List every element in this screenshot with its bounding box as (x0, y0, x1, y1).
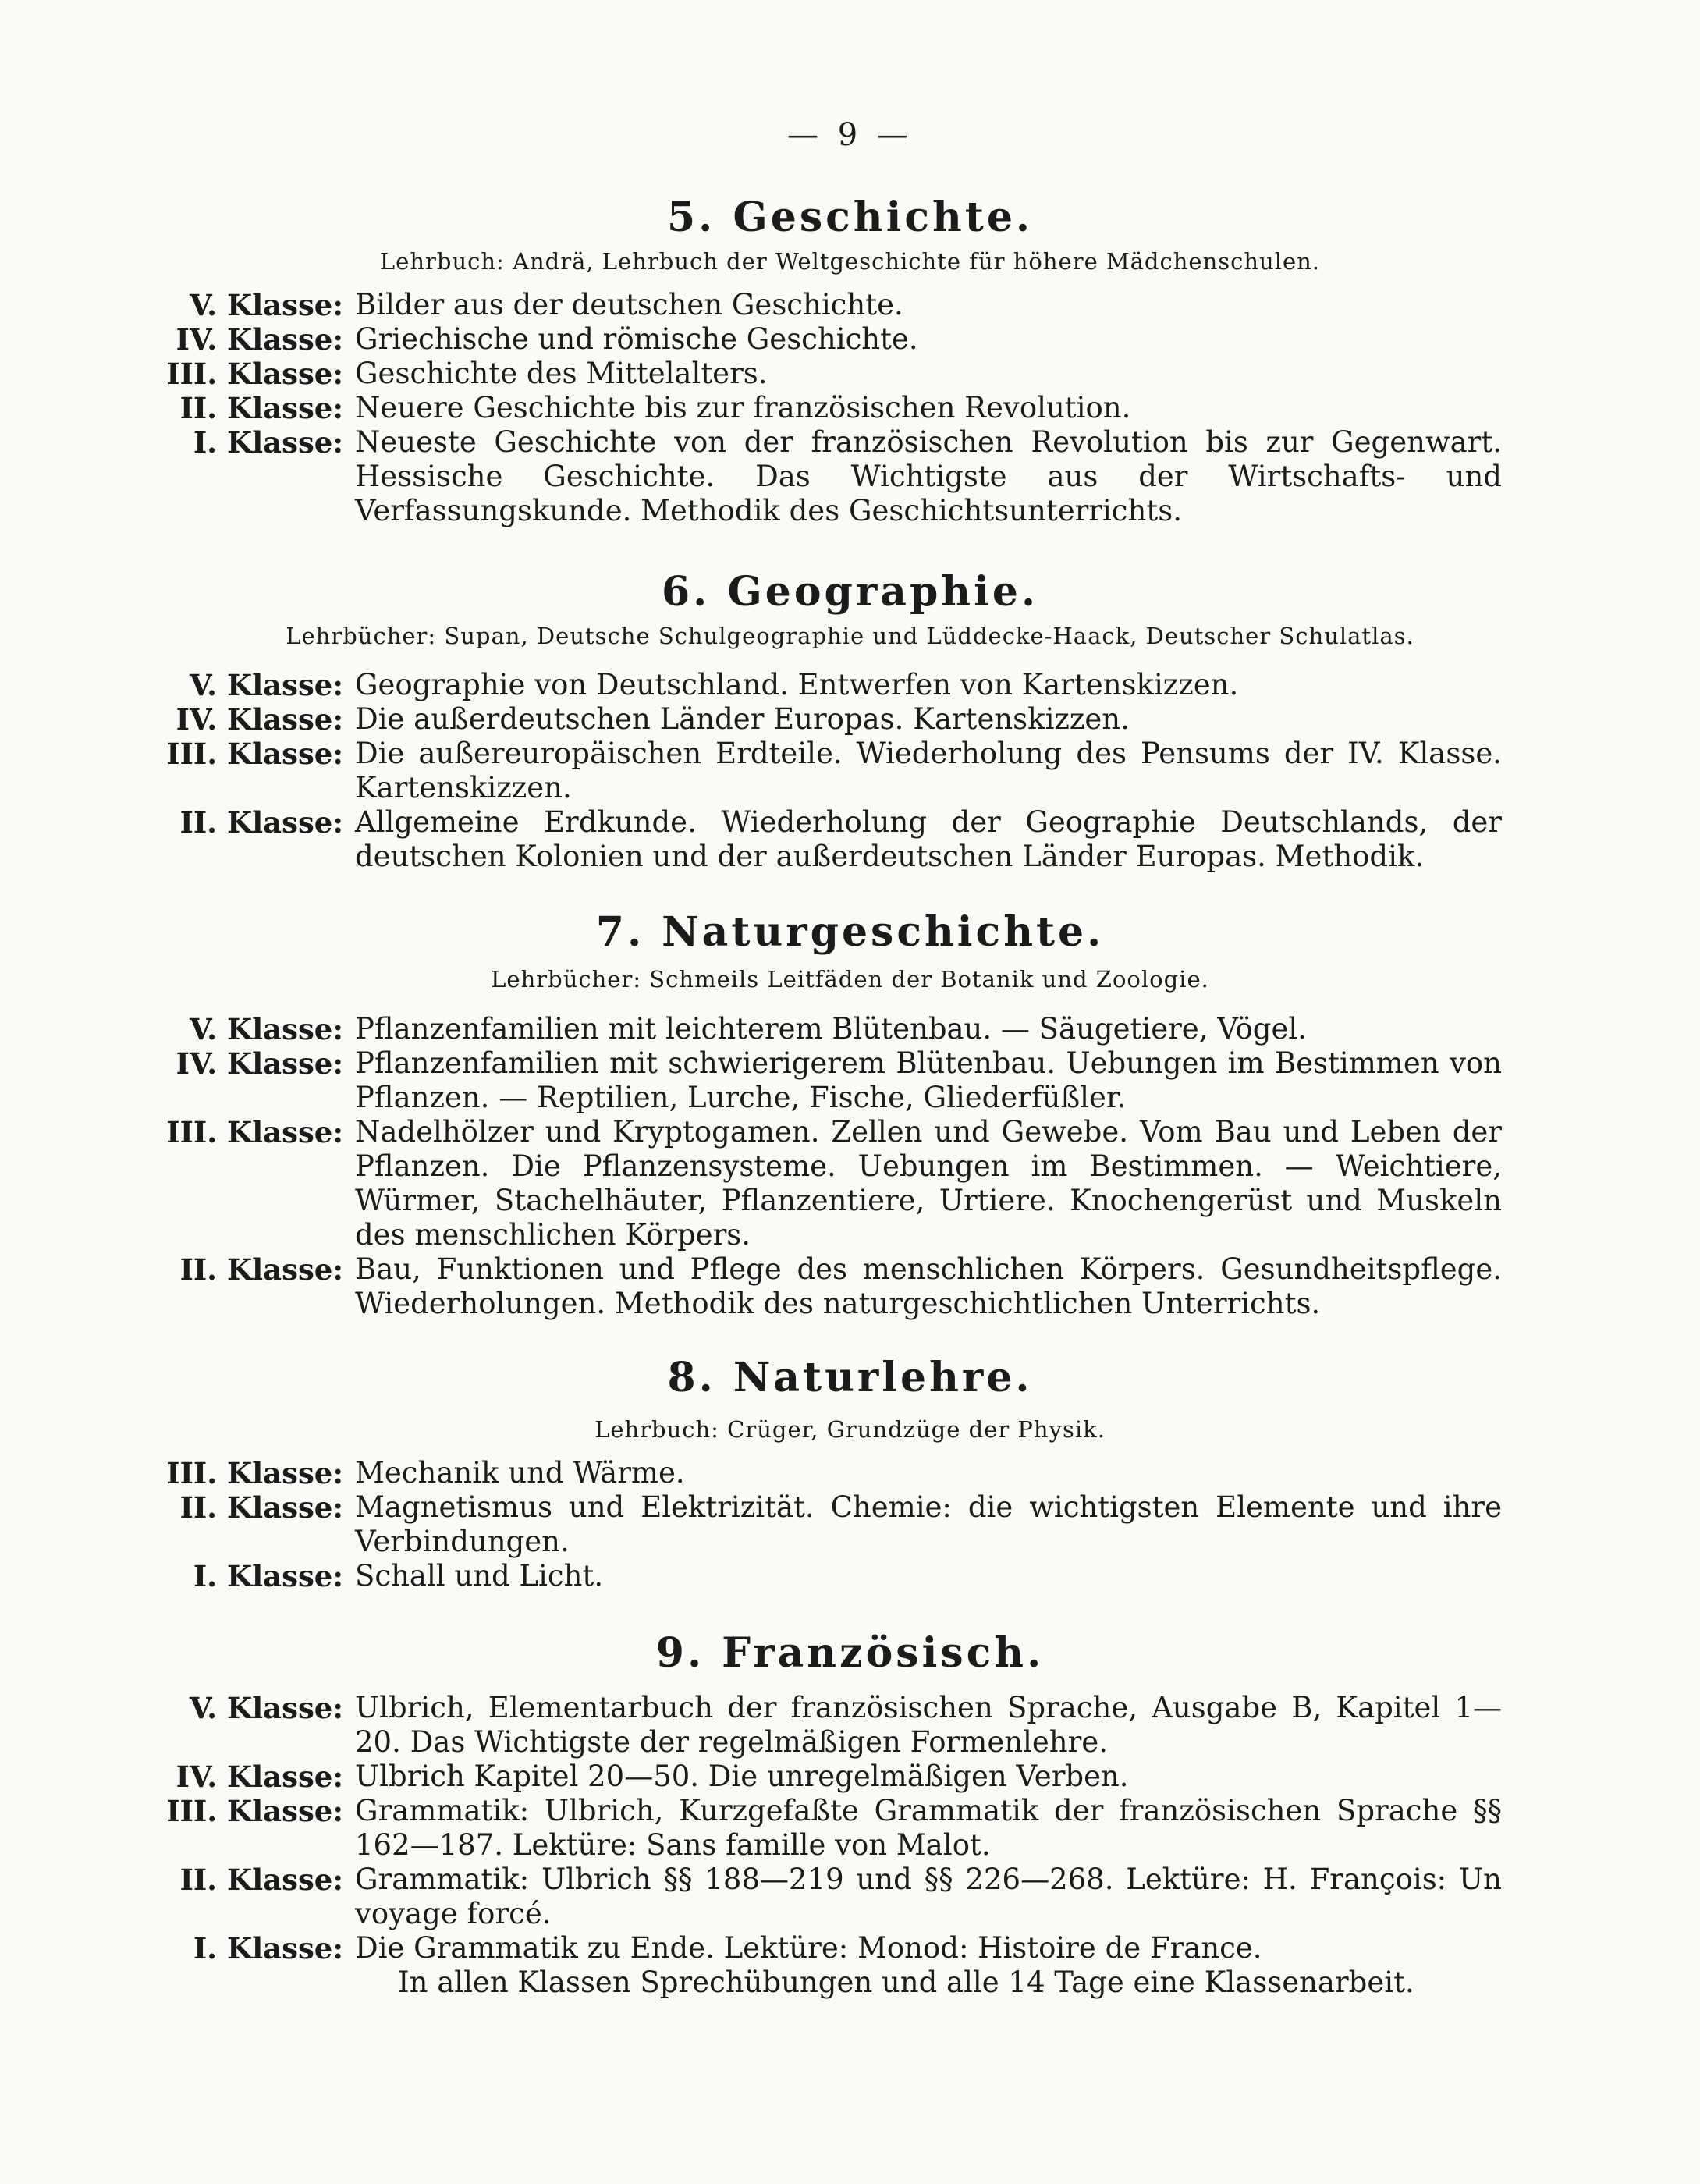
section-title-geschichte: 5. Geschichte. (666, 194, 1034, 241)
class-label: III. Klasse: (166, 1794, 343, 1828)
class-label: III. Klasse: (166, 737, 343, 771)
class-text: Allgemeine Erdkunde. Wiederholung der Geographie Deutschlands, der deutschen Kolonien und der außerdeutschen Länder Europas. Methodik. (355, 805, 1502, 873)
class-text: Griechische und römische Geschichte. (355, 322, 918, 356)
section-title-franzoesisch: 9. Französisch. (655, 1629, 1045, 1677)
class-label: V. Klasse: (189, 668, 343, 702)
section-lehrbuch: Lehrbücher: Supan, Deutsche Schulgeographie und Lüddecke-Haack, Deutscher Schulatlas. (286, 623, 1414, 649)
class-label: III. Klasse: (166, 1115, 343, 1149)
class-label: III. Klasse: (166, 357, 343, 391)
class-label: V. Klasse: (189, 1691, 343, 1725)
section-title-geographie: 6. Geographie. (661, 568, 1039, 616)
class-text: Die außerdeutschen Länder Europas. Kartenskizzen. (355, 702, 1130, 736)
class-label: III. Klasse: (166, 1456, 343, 1490)
page-number: — 9 — (787, 117, 913, 153)
class-text: Neuere Geschichte bis zur französischen Revolution. (355, 391, 1131, 424)
closing-note: In allen Klassen Sprechübungen und alle 14 Tage eine Klassenarbeit. (398, 1966, 1414, 1999)
class-text: Magnetismus und Elektrizität. Chemie: die wichtigsten Elemente und ihre Verbindungen. (355, 1490, 1502, 1558)
class-text: Geschichte des Mittelalters. (355, 357, 768, 390)
class-label: V. Klasse: (189, 288, 343, 322)
class-text: Grammatik: Ulbrich, Kurzgefaßte Grammatik der französischen Sprache §§ 162—187. Lektüre: Sans famille von Malot. (355, 1794, 1502, 1862)
class-text: Schall und Licht. (355, 1559, 604, 1593)
section-lehrbuch: Lehrbuch: Crüger, Grundzüge der Physik. (594, 1416, 1106, 1443)
class-label: IV. Klasse: (176, 1046, 343, 1081)
class-text: Pflanzenfamilien mit leichterem Blütenbau. — Säugetiere, Vögel. (355, 1012, 1307, 1046)
class-text: Neueste Geschichte von der französischen Revolution bis zur Gegenwart. Hessische Geschichte. Das Wichtigste aus der Wirtschafts- und Verfassungskunde. Methodik des Geschichtsunterrichts. (355, 425, 1502, 527)
class-label: II. Klasse: (179, 1490, 343, 1525)
class-text: Grammatik: Ulbrich §§ 188—219 und §§ 226—268. Lektüre: H. François: Un voyage forcé. (355, 1863, 1502, 1930)
class-text: Bilder aus der deutschen Geschichte. (355, 288, 903, 321)
class-text: Nadelhölzer und Kryptogamen. Zellen und Gewebe. Vom Bau und Leben der Pflanzen. Die Pflanzensysteme. Uebungen im Bestimmen. — Weichtiere, Würmer, Stachelhäuter, Pflanzentiere, Urtiere. Knochengerüst und Muskeln des menschlichen Körpers. (355, 1115, 1502, 1252)
class-label: II. Klasse: (179, 391, 343, 425)
section-lehrbuch: Lehrbuch: Andrä, Lehrbuch der Weltgeschichte für höhere Mädchenschulen. (379, 248, 1321, 275)
section-title-naturgeschichte: 7. Naturgeschichte. (595, 908, 1105, 956)
class-text: Mechanik und Wärme. (355, 1456, 685, 1490)
class-label: II. Klasse: (179, 1863, 343, 1897)
class-text: Bau, Funktionen und Pflege des menschlichen Körpers. Gesundheitspflege. Wiederholungen. Methodik des naturgeschichtlichen Unterrichts. (355, 1252, 1502, 1320)
class-text: Ulbrich Kapitel 20—50. Die unregelmäßigen Verben. (355, 1760, 1129, 1793)
class-label: II. Klasse: (179, 805, 343, 840)
class-label: IV. Klasse: (176, 702, 343, 737)
class-label: II. Klasse: (179, 1252, 343, 1287)
class-text: Geographie von Deutschland. Entwerfen von Kartenskizzen. (355, 668, 1239, 701)
class-text: Die Grammatik zu Ende. Lektüre: Monod: Histoire de France. (355, 1931, 1262, 1965)
class-text: Ulbrich, Elementarbuch der französischen Sprache, Ausgabe B, Kapitel 1—20. Das Wichtigste der regelmäßigen Formenlehre. (355, 1691, 1502, 1759)
class-label: I. Klasse: (193, 1559, 343, 1593)
class-text: Pflanzenfamilien mit schwierigerem Blütenbau. Uebungen im Bestimmen von Pflanzen. — Reptilien, Lurche, Fische, Gliederfüßler. (355, 1046, 1502, 1114)
class-label: I. Klasse: (193, 425, 343, 460)
class-label: IV. Klasse: (176, 1760, 343, 1794)
class-label: IV. Klasse: (176, 322, 343, 357)
class-text: Die außereuropäischen Erdteile. Wiederholung des Pensums der IV. Klasse. Kartenskizzen. (355, 737, 1502, 804)
class-label: I. Klasse: (193, 1931, 343, 1966)
class-label: V. Klasse: (189, 1012, 343, 1046)
section-title-naturlehre: 8. Naturlehre. (667, 1354, 1033, 1401)
section-lehrbuch: Lehrbücher: Schmeils Leitfäden der Botanik und Zoologie. (491, 966, 1209, 993)
